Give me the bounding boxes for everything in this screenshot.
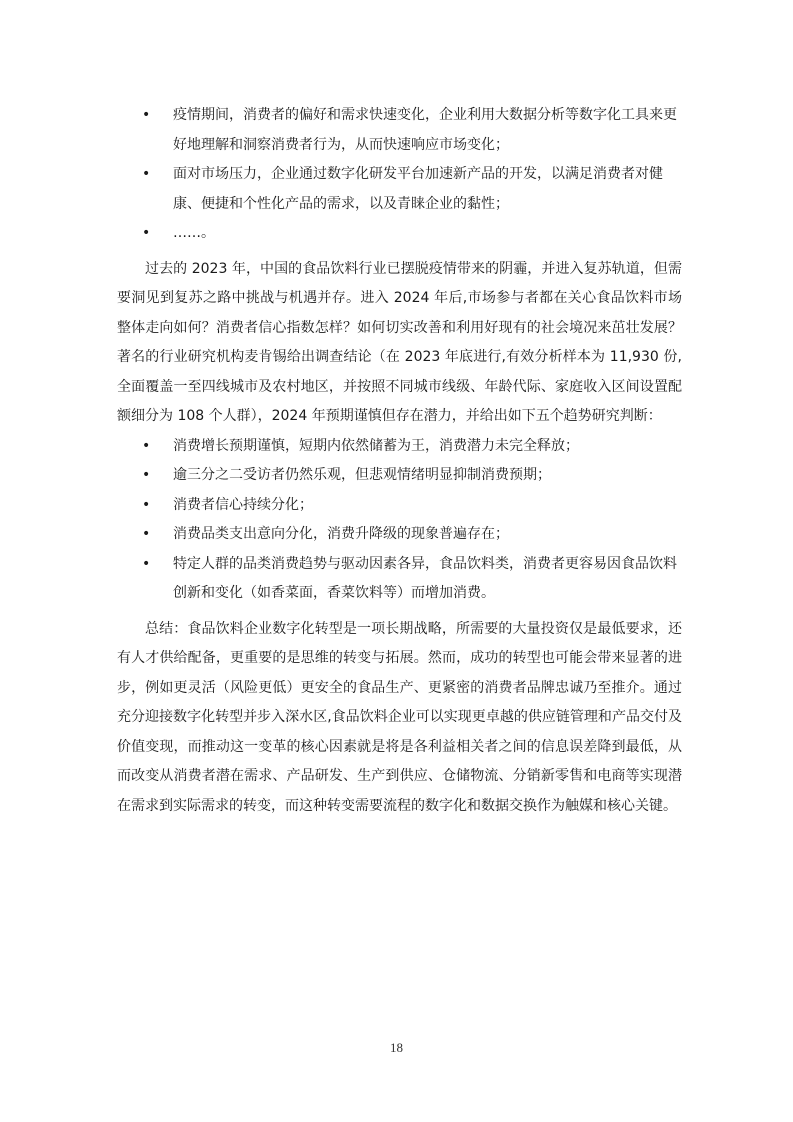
bullet-icon: • bbox=[142, 437, 151, 454]
list-item bbox=[117, 101, 682, 160]
bullet-list-pandemic bbox=[117, 101, 682, 249]
bullet-list-trends bbox=[117, 432, 682, 609]
bullet-icon: • bbox=[142, 526, 151, 542]
list-item-text: 逾三分之二受访者仍然乐观，但悲观情绪明显抑制消费预期； bbox=[173, 467, 551, 483]
bullet-icon: • bbox=[142, 555, 151, 572]
list-item bbox=[117, 432, 682, 462]
list-item bbox=[117, 520, 682, 550]
list-item bbox=[117, 491, 682, 521]
list-item-text: 特定人群的品类消费趋势与驱动因素各异，食品饮料类，消费者更容易因食品饮料创新和变化（如香菜面，香菜饮料等）而增加消费。 bbox=[173, 555, 677, 601]
list-item bbox=[117, 550, 682, 609]
list-item-text: 消费增长预期谨慎，短期内依然储蓄为王，消费潜力未完全释放； bbox=[173, 437, 579, 454]
paragraph-intro: 过去的 2023 年，中国的食品饮料行业已摆脱疫情带来的阴霾，并进入复苏轨道，但需要洞见到复苏之路中挑战与机遇并存。进入 2024 年后,市场参与者都在关心食品饮料市场整体走向如何？消费者信心指数怎样？如何切实改善和利用好现有的社会境况来茁壮发展？著名的行业研究机构麦肯锡给出调查结论（在 2023 年底进行,有效分析样本为 11,930 份,全面覆盖一至四线城市及农村地区，并按照不同城市线级、年龄代际、家庭收入区间设置配额细分为 108 个人群），2024 年预期谨慎但存在潜力，并给出如下五个趋势研究判断： bbox=[117, 260, 682, 424]
bullet-icon: • bbox=[142, 166, 151, 182]
paragraph-summary: 总结：食品饮料企业数字化转型是一项长期战略，所需要的大量投资仅是最低要求，还有人才供给配备，更重要的是思维的转变与拓展。然而，成功的转型也可能会带来显著的进步，例如更灵活（风险更低）更安全的食品生产、更紧密的消费者品牌忠诚乃至推介。通过充分迎接数字化转型并步入深水区,食品饮料企业可以实现更卓越的供应链管理和产品交付及价值变现，而推动这一变革的核心因素就是将是各利益相关者之间的信息误差降到最低，从而改变从消费者潜在需求、产品研发、生产到供应、仓储物流、分销新零售和电商等实现潜在需求到实际需求的转变，而这种转变需要流程的数字化和数据交换作为触媒和核心关键。 bbox=[117, 620, 682, 814]
bullet-icon: • bbox=[142, 225, 151, 241]
list-item-text: 消费品类支出意向分化，消费升降级的现象普遍存在； bbox=[173, 526, 509, 542]
list-item-text: 消费者信心持续分化； bbox=[173, 496, 313, 513]
page-content bbox=[117, 101, 682, 821]
list-item bbox=[117, 160, 682, 219]
page-number: 18 bbox=[390, 1040, 403, 1055]
list-item bbox=[117, 219, 682, 249]
list-item-text: 面对市场压力，企业通过数字化研发平台加速新产品的开发，以满足消费者对健康、便捷和个性化产品的需求，以及青睐企业的黏性； bbox=[173, 166, 663, 212]
bullet-icon: • bbox=[142, 467, 151, 483]
list-item-text: ……。 bbox=[173, 225, 215, 241]
bullet-icon: • bbox=[142, 107, 151, 123]
bullet-icon: • bbox=[142, 496, 151, 513]
list-item bbox=[117, 461, 682, 491]
list-item-text: 疫情期间，消费者的偏好和需求快速变化，企业利用大数据分析等数字化工具来更好地理解和洞察消费者行为，从而快速响应市场变化； bbox=[173, 107, 677, 153]
